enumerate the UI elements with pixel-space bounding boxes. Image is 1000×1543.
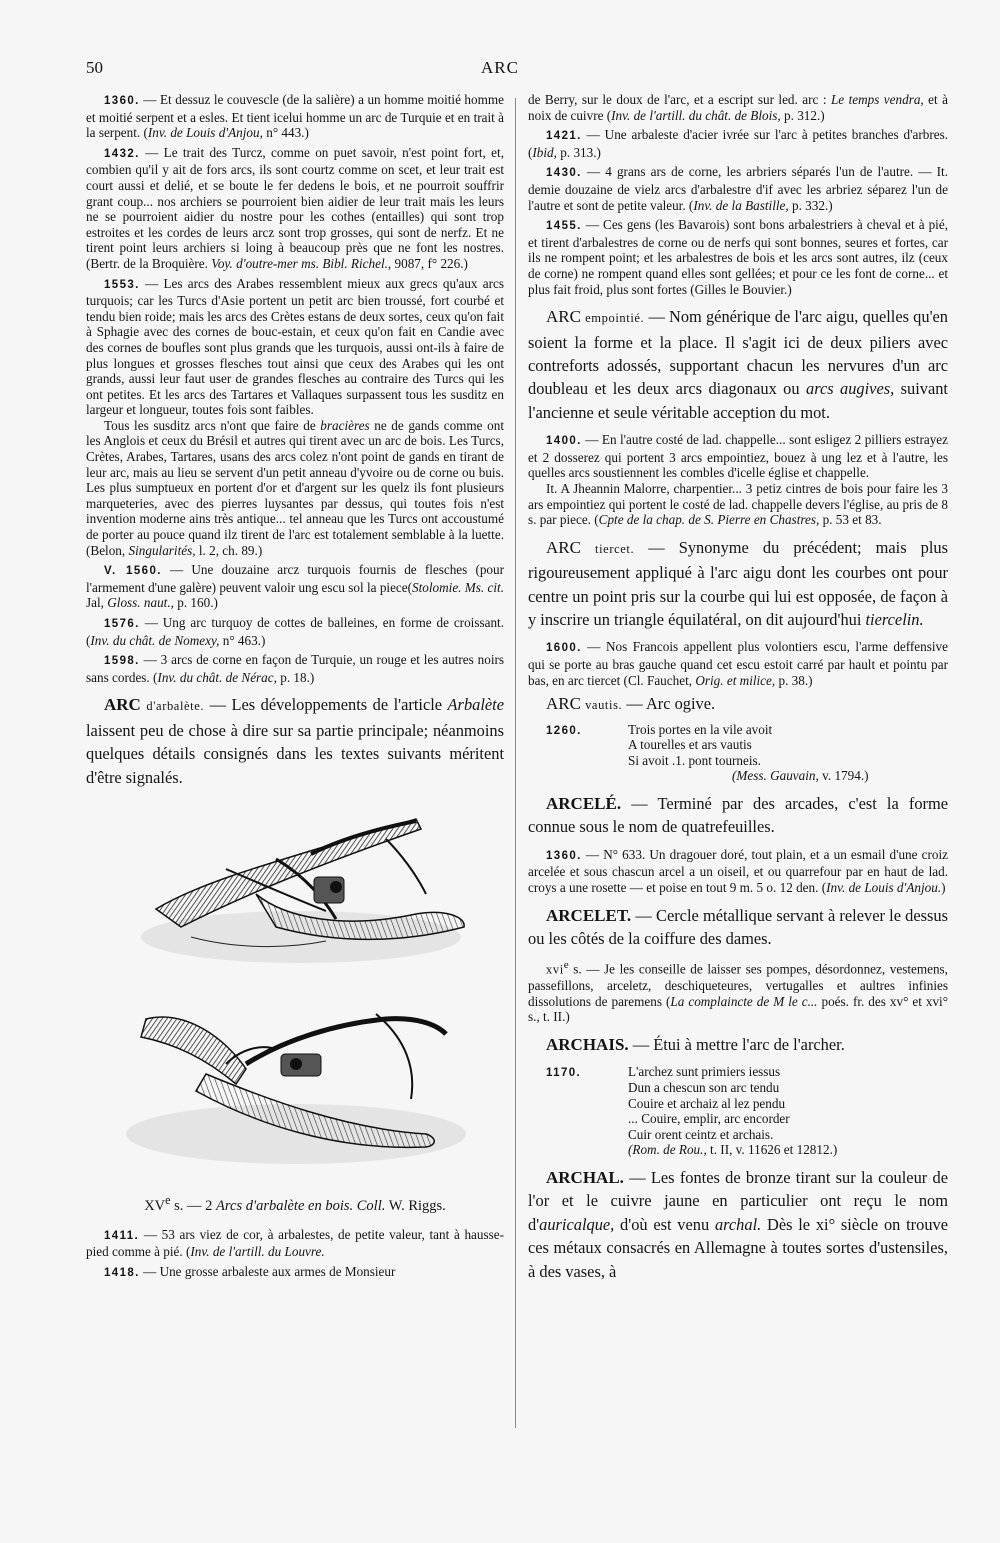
- entry-date: 1576.: [104, 618, 140, 630]
- headword: ARC: [546, 694, 581, 714]
- entry-1455: 1455. — Ces gens (les Bavarois) sont bons arbalestriers à cheval et à pié, et tirent d'arbalestres de corne ou de nerfs qui sont bonnes, seures et fortes, car ils ne rompent point; et les arbalestres de bois et les arcs sont autres, ilz (ceux de corne) ne rompent quand elles sont gellées; et pour ce les font de corne... et plus fait froid, plus sont fortes (Gilles le Bouvier.): [528, 217, 949, 297]
- entry-date: 1411.: [104, 1229, 140, 1242]
- entry-date: 1432.: [104, 147, 140, 160]
- right-column: [528, 92, 948, 1291]
- source-citation: Inv. de la Bastille,: [693, 197, 789, 213]
- crossbows-engraving: [86, 799, 504, 1189]
- page-number: 50: [86, 58, 103, 77]
- running-title: ARC: [481, 58, 519, 77]
- left-column: [86, 92, 504, 1282]
- running-head: [0, 58, 1000, 82]
- headword: ARCHAL.: [546, 1168, 624, 1188]
- source-citation: Inv. de l'artill. du Louvre.: [190, 1244, 325, 1260]
- entry-1600: 1600. — Nos Francois appellent plus volontiers escu, l'arme deffensive qui se porte au bras gauche quand cet escu estoit carré par hault et pointu par bas, en arc tiercet (Cl. Fauchet, Orig. et milice, p. 38.): [528, 639, 948, 688]
- entry-date: 1418.: [104, 1267, 140, 1280]
- entry-1553: 1553. — Les arcs des Arabes ressemblent mieux aux grecs qu'aux arcs turquois; car les Turcs d'Asie portent un petit arc bien troussé, fort courbé et tendu bien roide; mais les arcs des Crètes estans de deux sortes, ceux qu'on fait à Sphagie avec des cornes de bouc-estain, et ceux qu'on fait en Candie avec des cornes de boufles sont plus grands que les turquois, aussi ont-ils à faire de plus longues et grosses flesches tout ainsi que ceux des Arabes qui les ont grands, aussi leur faut user de grandes flesches au contraire des Turcs qui les ont petites. Et les arcs des Tartares et Vallaques surpassent tous les susditz en largeur et longueur, toutes fois sont faibles.: [86, 275, 504, 418]
- headword: ARC: [546, 537, 581, 557]
- source-citation: Singularités,: [128, 542, 196, 558]
- entry-1576: 1576. — Ung arc turquoy de cottes de balleines, en forme de croissant. (Inv. du chât. de Nomexy, n° 463.): [86, 615, 504, 648]
- headword-arc-tiercet: ARC tiercet. — Synonyme du précédent; mais plus rigoureusement appliqué à l'arc aigu dont les courbes ont pour centre un point pris sur la courbe qui lui est opposée, de façon à y inscrire un triangle équilatéral, on dit aujourd'hui tiercelin.: [528, 537, 948, 629]
- entry-date: 1400.: [546, 435, 582, 448]
- verse-line: Cuir orent ceintz et archais.: [628, 1126, 774, 1142]
- headword-arc-empointie: ARC empointié. — Nom générique de l'arc aigu, quelles qu'en soient la forme et la place. Il s'agit ici de deux piliers avec contreforts adossés, supportant chacun les nervures d'un arc doubleau et les deux arcs diagonaux ou arcs augives, suivant l'ancienne et seule véritable acception du mot.: [528, 307, 948, 422]
- verse-line: L'archez sunt primiers iessus: [628, 1064, 781, 1080]
- verse-line: Si avoit .1. pont tourneis.: [628, 752, 761, 768]
- source-citation: Inv. de Louis d'Anjou.: [826, 879, 942, 895]
- entry-date: 1430.: [546, 167, 582, 180]
- headword-arc-arbalete: ARC d'arbalète. — Les développements de l'article Arbalète laissent peu de chose à dire sur sa partie principale; néanmoins quelques détails consignés dans les textes suivants méritent d'être signalés.: [86, 695, 504, 787]
- entry-1421: 1421. — Une arbaleste d'acier ivrée sur l'arc à petites branches d'arbres. (Ibid, p. 313.): [528, 127, 948, 160]
- entry-1560: V. 1560. — Une douzaine arcz turquois fournis de flesches (pour l'armement d'une galère) peuvent valoir ung escu sol la piece(Stolomie. Ms. cit. Jal, Gloss. naut., p. 160.): [86, 562, 505, 611]
- headword-archais: ARCHAIS. — Étui à mettre l'arc de l'archer.: [546, 1035, 845, 1055]
- entry-date: 1553.: [104, 278, 140, 291]
- source-citation: Inv. de Louis d'Anjou,: [147, 125, 263, 141]
- source-citation: Cpte de la chap. de S. Pierre en Chastres,: [598, 512, 820, 528]
- verse-line: Couire et archaiz al lez pendu: [628, 1095, 786, 1111]
- verse-line: A tourelles et ars vautis: [628, 737, 752, 753]
- source-citation: Inv. du chât. de Nérac,: [157, 669, 277, 685]
- headword: ARC: [104, 695, 141, 715]
- verse-1170: 1170. L'archez sunt primiers iessus Dun a chescun son arc tendu Couire et archaiz al lez pendu ... Couire, emplir, arc encorder Cuir orent ceintz et archais. (Rom. de Rou., t. II, v. 11626 et 12812.): [528, 1064, 948, 1158]
- entry-1400: 1400. — En l'autre costé de lad. chappelle... sont esligez 2 pilliers estrayez et 2 dosserez qui portent 3 arcs empointiez, bouez à ung lez et à l'autre, les quelles arcs soustiennent les combles d'icelle église et chappelle.: [528, 432, 948, 481]
- source-citation: (Mess. Gauvain,: [732, 768, 819, 784]
- entry-1411: 1411. — 53 ars viez de cor, à arbalestes, de petite valeur, tant à hausse-pied comme à pié. (Inv. de l'artill. du Louvre.: [86, 1226, 505, 1260]
- entry-date: 1360.: [546, 849, 582, 862]
- headword-arcele: ARCELÉ. — Terminé par des arcades, c'est la forme connue sous le nom de quatrefeuilles.: [528, 793, 948, 837]
- verse-1260: 1260. Trois portes en la vile avoit A tourelles et ars vautis Si avoit .1. pont tourneis. (Mess. Gauvain, v. 1794.): [528, 722, 948, 784]
- source-citation: Inv. de l'artill. du chât. de Blois,: [611, 107, 781, 123]
- entry-date: xvi: [546, 962, 564, 977]
- source-citation: La complaincte de M le c...: [670, 993, 818, 1009]
- entry-date: 1421.: [546, 130, 582, 143]
- crossbow-top: [141, 819, 464, 963]
- entry-1360-a: 1360. — Et dessuz le couvescle (de la salière) a un homme moitié homme et moitié serpent et a esles. Et tient icelui homme un arc de Turquie et en trait à la serpent. (Inv. de Louis d'Anjou, n° 443.): [86, 92, 504, 141]
- entry-date: 1170.: [546, 1067, 582, 1080]
- crossbow-bottom: [126, 1014, 466, 1164]
- entry-1418: 1418. — Une grosse arbaleste aux armes de Monsieur: [104, 1264, 396, 1280]
- figure-caption: XVe s. — 2 Arcs d'arbalète en bois. Coll. W. Riggs.: [144, 1193, 446, 1214]
- entry-date: 1360.: [104, 95, 140, 107]
- source-citation: Stolomie. Ms. cit.: [412, 579, 504, 595]
- entry-1418-continued: de Berry, sur le doux de l'arc, et a escript sur led. arc : Le temps vendra, et à noix de cuivre (Inv. de l'artill. du chât. de Blois, p. 312.): [528, 92, 948, 123]
- source-citation: Inv. du chât. de Nomexy,: [90, 632, 220, 648]
- headword: ARCHAIS.: [546, 1035, 629, 1055]
- entry-date: 1598.: [104, 655, 140, 668]
- entry-date: 1455.: [546, 220, 582, 233]
- verse-line: Dun a chescun son arc tendu: [628, 1080, 780, 1096]
- entry-1430: 1430. — 4 grans ars de corne, les arbriers séparés l'un de l'autre. — It. demie douzaine de vielz arcs d'arbalestre d'if avec les arbriez séparez l'un de l'autre et sont de petite valeur. (Inv. de la Bastille, p. 332.): [528, 164, 949, 213]
- headword-archal: ARCHAL. — Les fontes de bronze tirant sur la couleur de l'or et le cuivre jaune en particulier ont reçu le nom d'auricalque, d'où est venu archal. Dès le xi° siècle on trouve ces métaux consacrés en Allemagne à toutes sortes d'ustensiles, à des vases, à: [528, 1168, 948, 1281]
- crossbow-illustration: [86, 799, 504, 1189]
- entry-16th-century: xvi$^e$ s. — Je les conseille de laisser ses pompes, désordonnez, vestemens, passefillons, arceletz, deschiqueteures, vertugalles et aultres infinies dissolutions de paremens (La complaincte de M le c... poés. fr. des xv° et xvi° s., t. II.): [528, 959, 948, 1025]
- source-citation: Voy. d'outre-mer ms. Bibl. Richel.,: [211, 255, 392, 271]
- entry-1432: 1432. — Le trait des Turcz, comme on puet savoir, n'est point fort, et, combien qu'il y ait de fors arcs, ils sont courtz comme on scet, et leur trait est court aussi et delié, et se boute le fer dedens le bois, et ne pourroit souffrir grant coup... nos archiers se pourroient bien aidier de leur trait mais les leurs ne se pourroient aidier du nostre pour les cothes (entailles) qui sont trop estroites et les cordes de leurs arcz sont trop grosses, qui sont de nerfz. Et ne tirent point leurs archiers si loing à beaucoup près que ne font les nostres. (Bertr. de la Broquière. Voy. d'outre-mer ms. Bibl. Richel., 9087, f° 226.): [86, 144, 505, 271]
- headword-arc-vautis: ARC vautis. — Arc ogive.: [546, 694, 716, 714]
- source-citation: (Rom. de Rou.,: [628, 1142, 707, 1158]
- column-rule: [515, 98, 516, 1428]
- entry-1400-it: It. A Jheannin Malorre, charpentier... 3 petiz cintres de bois pour faire les 3 ars empointiez qui portent le costé de lad. chappelle devers l'église, au pris de 8 s. par piece. (Cpte de la chap. de S. Pierre en Chastres, p. 53 et 83.: [528, 480, 948, 528]
- source-citation: Orig. et milice,: [695, 672, 776, 688]
- headword: ARCELÉ.: [546, 793, 622, 813]
- headword: ARC: [546, 307, 581, 327]
- entry-date: 1260.: [546, 724, 582, 737]
- headword: ARCELET.: [546, 905, 632, 925]
- entry-1360-b: 1360. — N° 633. Un dragouer doré, tout plain, et a un esmail d'une croiz arcelée et sous chascun arcel a un oiseil, et ou quarrefour par en haut de lad. croys a une rosette — et poise en tout 9 m. 5 o. 12 den. (Inv. de Louis d'Anjou.): [528, 846, 948, 895]
- entry-1598: 1598. — 3 arcs de corne en façon de Turquie, un rouge et les autres noirs sans cordes. (Inv. du chât. de Nérac, p. 18.): [86, 652, 505, 685]
- entry-1553-continued: Tous les susditz arcs n'ont que faire de bracières ne de gands comme ont les Anglois et ceux du Brésil et autres qui tirent avec un arc de bois. Les Turcs, Crètes, Arabes, Tartares, usans des arcs colez n'ont point de gands en tirant de leur arc, mais au lieu se servent d'un petit anneau d'yvoire ou de corne ou buis. Les plus sumptueux en portent d'or et d'argent sur les quelz ils font plusieurs marqueteries, avec des pierres luysantes par dessus, qui toutes fois n'est invention moderne ains très antique... tel anneau que les Turcs ont accoustumé de porter au pouce quand ilz tirent de l'arc est totalement semblable à la luette. (Belon, Singularités, l. 2, ch. 89.): [86, 417, 504, 558]
- headword-arcelet: ARCELET. — Cercle métallique servant à relever le dessus ou les côtés de la coiffure des dames.: [528, 905, 948, 948]
- verse-line: Trois portes en la vile avoit: [628, 721, 773, 737]
- entry-date: V. 1560.: [104, 565, 162, 578]
- verse-line: ... Couire, emplir, arc encorder: [628, 1111, 790, 1127]
- entry-date: 1600.: [546, 642, 582, 655]
- source-citation: Ibid,: [532, 144, 557, 160]
